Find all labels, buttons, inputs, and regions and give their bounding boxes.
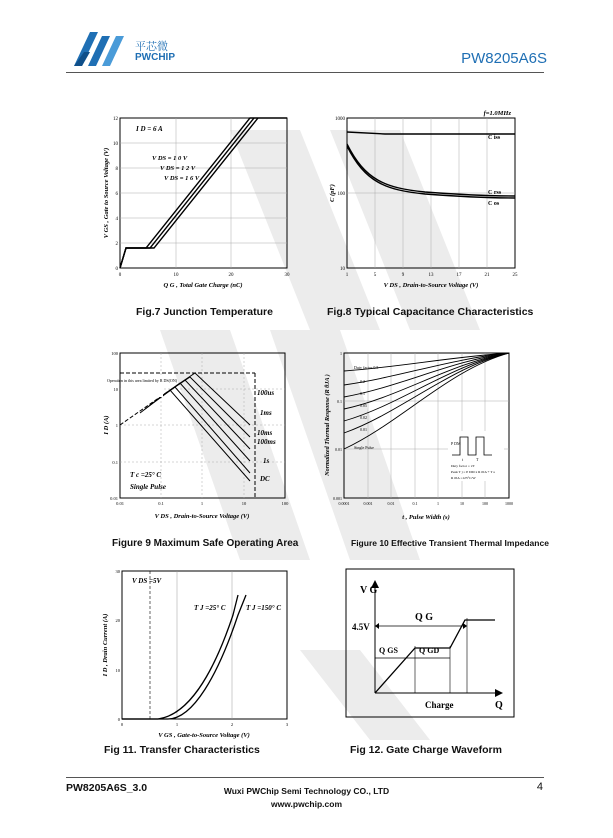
fig8-capacitance-chart — [325, 110, 525, 295]
fig9-safe-operating-area-chart — [100, 345, 290, 525]
fig10-xtick: 1 — [437, 501, 439, 506]
fig9-ytick: 100 — [111, 351, 118, 356]
fig11-ytick: 0 — [117, 717, 120, 722]
fig7-ytick: 0 — [115, 267, 118, 272]
fig7-annotation: V DS = 1 0 V — [152, 155, 188, 162]
footer-part-number: PW8205A6S_3.0 — [66, 782, 148, 794]
fig7-xlabel: Q G , Total Gate Charge (nC) — [163, 282, 243, 289]
fig9-annotation: 100ms — [257, 438, 276, 446]
fig11-caption: Fig 11. Transfer Characteristics — [104, 744, 260, 756]
fig7-ytick: 4 — [115, 217, 118, 222]
fig12-caption: Fig 12. Gate Charge Waveform — [350, 744, 502, 756]
fig8-xlabel: V DS , Drain-to-Source Voltage (V) — [383, 282, 479, 289]
fig9-annotation: 1s — [263, 457, 270, 465]
fig10-ytick: 1 — [340, 351, 342, 356]
fig10-ylabel: Normalized Thermal Response (R θJA ) — [324, 374, 331, 476]
fig9-annotation: Operation in this area limited by R DS(ON) — [106, 378, 178, 383]
fig10-xtick: 0.01 — [387, 501, 395, 506]
fig10-annotation: 0.02 — [360, 415, 367, 420]
fig12-label-qgs: Q GS — [379, 646, 398, 655]
fig10-annotation: 0.2 — [360, 379, 365, 384]
fig7-gate-charge-chart — [100, 110, 300, 295]
fig8-xtick: 25 — [512, 273, 518, 278]
fig7-ytick: 8 — [115, 167, 118, 172]
fig11-ytick: 30 — [115, 569, 120, 574]
fig10-annotation: t — [462, 457, 464, 462]
fig8-annotation: f=1.0MHz — [483, 110, 511, 117]
fig10-annotation: T — [476, 457, 479, 462]
footer-company-name: Wuxi PWChip Semi Technology CO., LTD — [223, 786, 390, 796]
footer-website[interactable]: www.pwchip.com — [271, 799, 342, 809]
fig8-xtick: 13 — [428, 273, 434, 278]
fig10-ytick: 0.001 — [333, 496, 342, 501]
fig7-xtick: 20 — [228, 273, 234, 278]
fig9-ylabel: I D (A) — [103, 415, 110, 435]
fig10-annotation: R θJA =125°C/W — [451, 476, 476, 480]
fig10-annotation: 0.01 — [360, 427, 367, 432]
fig10-annotation: Single Pulse — [354, 445, 374, 450]
fig8-caption: Fig.8 Typical Capacitance Characteristics — [327, 306, 534, 318]
fig10-annotation: 0.1 — [360, 391, 365, 396]
fig10-xtick: 10 — [460, 501, 464, 506]
fig9-xtick: 0.1 — [158, 501, 164, 506]
document-title: PW8205A6S — [461, 50, 547, 67]
fig8-ytick: 1000 — [335, 117, 345, 122]
header-rule — [66, 72, 544, 73]
fig8-annotation: C rss — [488, 190, 502, 196]
fig11-xtick: 3 — [285, 722, 289, 727]
fig7-ytick: 6 — [115, 192, 118, 197]
fig7-annotation: V DS = 1 6 V — [164, 175, 200, 182]
fig9-ytick: 10 — [113, 387, 118, 392]
footer-company — [0, 785, 613, 811]
fig10-xtick: 1000 — [505, 501, 513, 506]
fig8-annotation: C os — [488, 201, 500, 207]
fig8-ylabel: C (pF) — [329, 184, 336, 202]
fig8-ytick: 10 — [340, 267, 345, 272]
fig9-ytick: 0.01 — [110, 496, 118, 501]
fig12-gate-charge-waveform — [345, 568, 517, 720]
fig7-xtick: 30 — [284, 273, 290, 278]
fig11-xtick: 0 — [120, 722, 124, 727]
fig10-annotation: Peak T j = P DM x R θJA + T a — [451, 470, 495, 474]
pwchip-logo-mark — [70, 22, 132, 70]
fig10-ytick: 0.1 — [337, 399, 342, 404]
logo-chinese-name: 平芯微 — [135, 40, 168, 53]
fig7-ytick: 2 — [115, 242, 118, 247]
fig9-annotation: 10ms — [257, 429, 273, 437]
fig9-ytick: 1 — [115, 423, 118, 428]
fig12-label-vg: V G — [360, 585, 378, 596]
fig7-ytick: 12 — [113, 117, 118, 122]
fig9-xtick: 1 — [200, 501, 204, 506]
fig7-caption: Fig.7 Junction Temperature — [136, 306, 273, 318]
fig10-annotation: 0.05 — [360, 403, 367, 408]
fig9-annotation: 1ms — [260, 409, 272, 417]
fig7-xtick: 0 — [118, 273, 122, 278]
fig8-xtick: 9 — [401, 273, 405, 278]
fig11-transfer-characteristics-chart — [98, 565, 298, 745]
fig11-xlabel: V GS , Gate-to-Source Voltage (V) — [158, 732, 250, 739]
fig10-xlabel: t , Pulse Width (s) — [402, 514, 450, 521]
fig9-annotation: DC — [260, 475, 270, 483]
fig11-annotation: T J =25° C — [194, 604, 226, 612]
fig12-label-qgd: Q GD — [419, 646, 440, 655]
fig9-xtick: 0.01 — [116, 501, 124, 506]
page-number: 4 — [536, 781, 543, 793]
fig7-xtick: 10 — [173, 273, 179, 278]
fig12-label-charge: Charge — [425, 700, 454, 710]
fig9-xtick: 100 — [281, 501, 289, 506]
fig9-caption: Figure 9 Maximum Safe Operating Area — [112, 538, 299, 549]
fig10-xtick: 100 — [482, 501, 488, 506]
fig11-annotation: T J =150° C — [246, 604, 281, 612]
fig10-xtick: 0.0001 — [338, 501, 350, 506]
fig7-annotation: I D = 6 A — [136, 125, 163, 133]
fig7-annotation: V DS = 1 2 V — [160, 165, 196, 172]
fig9-ytick: 0.1 — [112, 460, 118, 465]
fig9-annotation: Single Pulse — [130, 483, 166, 491]
fig9-annotation: T c =25° C — [130, 471, 162, 479]
fig11-ytick: 10 — [115, 668, 120, 673]
fig11-ytick: 20 — [115, 618, 120, 623]
fig8-xtick: 17 — [456, 273, 462, 278]
fig8-xtick: 21 — [484, 273, 490, 278]
fig10-xtick: 0.1 — [412, 501, 418, 506]
logo-english-name: PWCHIP — [135, 52, 175, 63]
fig11-ylabel: I D , Drain Current (A) — [102, 613, 109, 677]
fig10-annotation: P DM — [451, 441, 461, 446]
fig10-xtick: 0.001 — [363, 501, 373, 506]
fig8-xtick: 5 — [373, 273, 377, 278]
fig9-xlabel: V DS , Drain-to-Source Voltage (V) — [154, 513, 250, 520]
fig10-annotation: Duty factor = t/T — [451, 464, 475, 468]
fig12-label-q: Q — [495, 700, 503, 711]
fig11-annotation: V DS =5V — [132, 577, 162, 585]
fig7-ytick: 10 — [113, 142, 118, 147]
fig12-label-qg: Q G — [415, 612, 434, 623]
fig12-label-45v: 4.5V — [352, 622, 370, 632]
fig8-ytick: 100 — [337, 192, 345, 197]
fig11-xtick: 1 — [175, 722, 179, 727]
fig7-ylabel: V GS , Gate to Source Voltage (V) — [103, 147, 110, 239]
fig9-xtick: 10 — [241, 501, 247, 506]
fig8-xtick: 1 — [345, 273, 349, 278]
fig10-caption: Figure 10 Effective Transient Thermal Impedance — [351, 538, 549, 548]
fig10-ytick: 0.01 — [335, 447, 342, 452]
fig8-annotation: C iss — [488, 135, 501, 141]
fig11-xtick: 2 — [230, 722, 234, 727]
footer-rule — [66, 777, 544, 778]
fig10-thermal-impedance-chart — [320, 345, 520, 525]
fig10-annotation: Duty factor 0.5 — [354, 365, 379, 370]
fig9-annotation: 100us — [257, 389, 275, 397]
